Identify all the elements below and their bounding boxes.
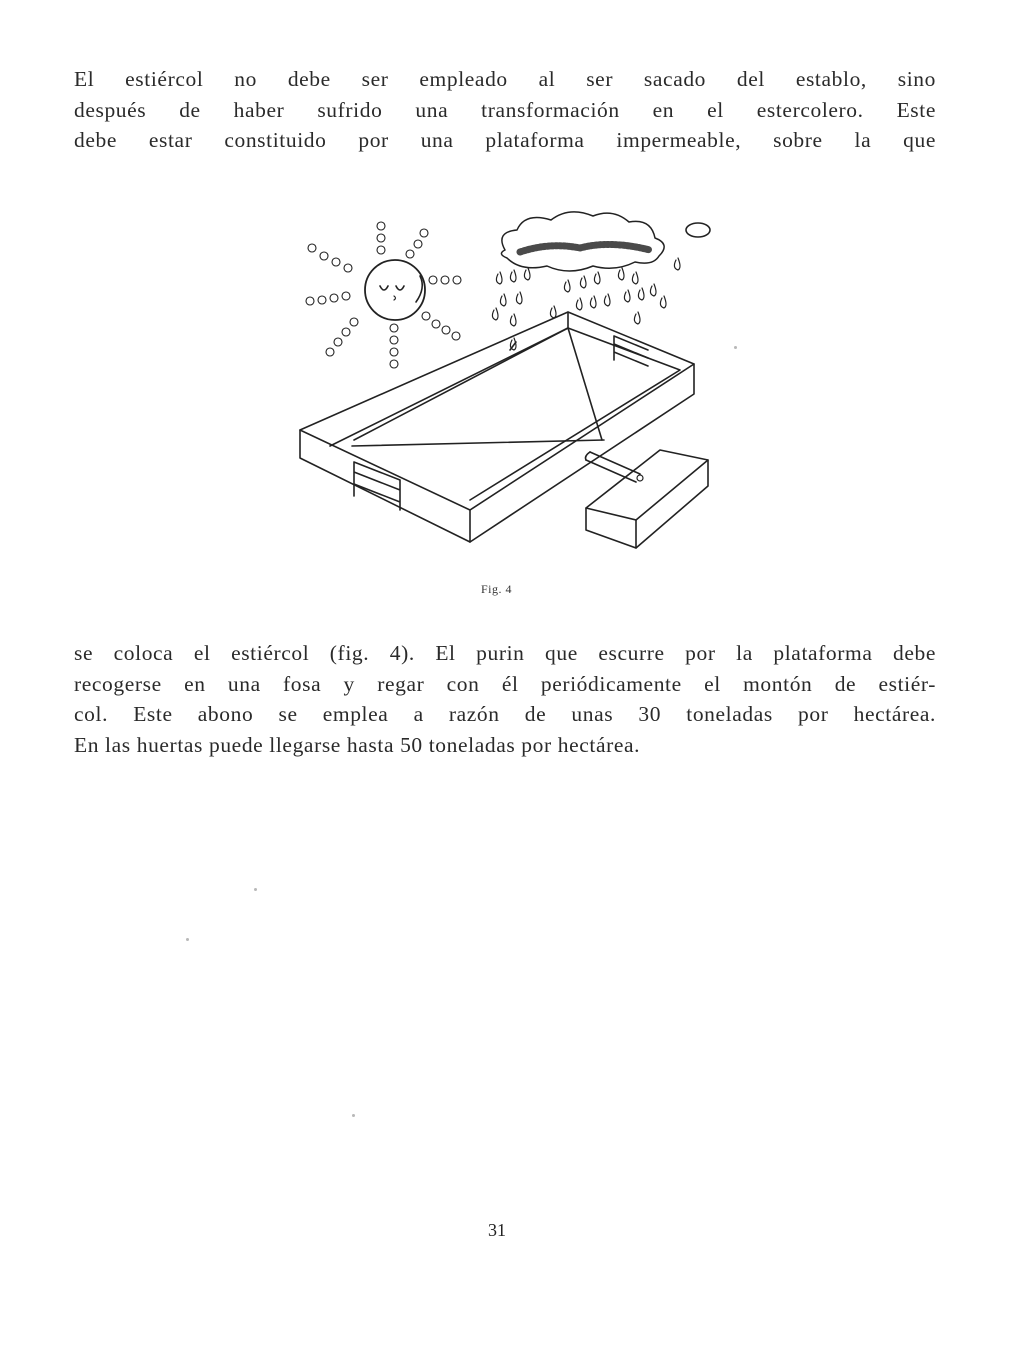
paragraph-top xyxy=(74,64,936,156)
figure-manure-platform-illustration xyxy=(290,204,730,560)
scan-speck xyxy=(734,346,737,349)
scan-speck xyxy=(254,888,257,891)
text-line: El estiércol no debe ser empleado al ser sacado del establo, sino xyxy=(74,67,936,91)
sun-icon xyxy=(306,222,461,368)
figure-caption: Fig. 4 xyxy=(481,582,513,596)
text-line: se coloca el estiércol (fig. 4). El purin que escurre por la plataforma debe xyxy=(74,641,936,665)
manure-platform-icon xyxy=(300,312,708,548)
text-line: col. Este abono se emplea a razón de unas 30 toneladas por hectárea. xyxy=(74,702,936,726)
text-line: recogerse en una fosa y regar con él periódicamente el montón de estiér- xyxy=(74,671,936,696)
rain-drops-icon xyxy=(492,258,680,350)
scan-speck xyxy=(186,938,189,941)
text-line: después de haber sufrido una transformación en el estercolero. Este xyxy=(74,97,936,122)
scan-speck xyxy=(352,1114,355,1117)
cloud-icon xyxy=(501,212,710,271)
text-line: En las huertas puede llegarse hasta 50 toneladas por hectárea. xyxy=(74,732,641,757)
text-line: debe estar constituido por una plataforma impermeable, sobre la que xyxy=(74,128,936,152)
paragraph-bottom xyxy=(74,638,936,760)
page-number: 31 xyxy=(488,1220,506,1240)
